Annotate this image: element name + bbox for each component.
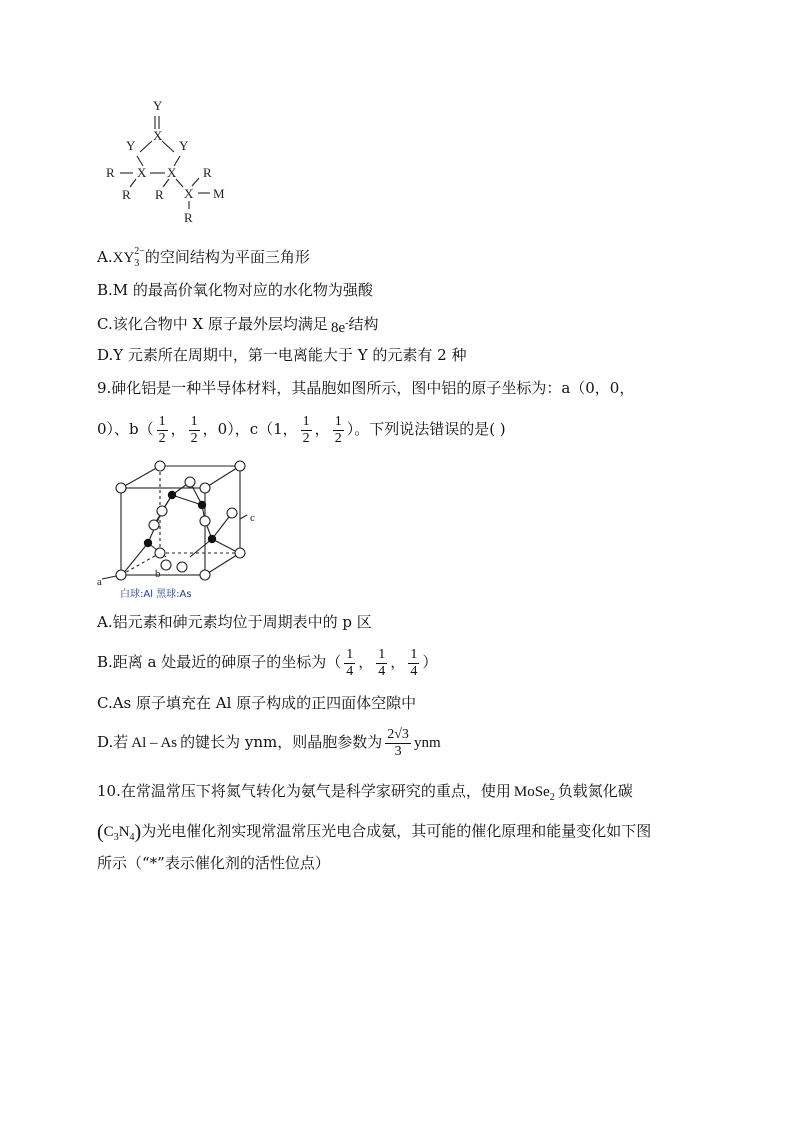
q10-line2: $(C_3N_4)$为光电催化剂实现常温常压光电合成氨，其可能的催化原理和能量变化如下图 <box>97 821 652 843</box>
bond-xmid-r <box>163 179 169 187</box>
al-atom <box>116 483 126 493</box>
al-atom-a <box>116 570 126 580</box>
q10-line1: 10.在常温常压下将氮气转化为氨气是科学家研究的重点，使用 MoSe$_2$ 负载氮化碳 <box>97 782 633 803</box>
al-atom <box>155 548 165 558</box>
as-atom <box>198 501 206 509</box>
al-atom <box>200 516 210 526</box>
atom-y-right: Y <box>179 138 189 153</box>
crystal-unit-cell-diagram <box>92 455 267 605</box>
molecule-structure-diagram <box>100 96 240 231</box>
fraction-one-quarter: $\frac{1}{4}$ <box>410 646 418 679</box>
al-atom <box>235 548 245 558</box>
q9-option-a: A.铝元素和砷元素均位于周期表中的 p 区 <box>97 613 372 631</box>
atom-x-top: X <box>153 128 163 143</box>
al-atom <box>155 461 165 471</box>
q9-option-c: C.As 原子填充在 Al 原子构成的正四面体空隙中 <box>97 694 417 712</box>
formula-c3n4: $C_3N_4$ <box>103 824 135 843</box>
q10-line3: 所示（“*”表示催化剂的活性位点） <box>97 854 330 872</box>
q9-option-d: D.若 Al – As 的键长为 ynm，则晶胞参数为 $\frac{2√3}{3}$ ynm <box>97 726 441 759</box>
label-a: a <box>97 576 102 588</box>
al-atom <box>200 570 210 580</box>
bond-xleft-r <box>130 179 136 187</box>
al-atom <box>200 483 210 493</box>
al-atom <box>235 461 245 471</box>
bond-xtop-yright <box>162 141 174 152</box>
fraction-one-quarter: $\frac{1}{4}$ <box>346 646 354 679</box>
atom-r-left: R <box>106 165 115 180</box>
atom-x-mid: X <box>167 165 177 180</box>
fraction-two-root-three-over-three: $\frac{2√3}{3}$ <box>387 726 409 759</box>
atom-r-topright: R <box>203 165 212 180</box>
q9-stem-line2: 0）、b（ $\frac{1}{2}$ ， $\frac{1}{2}$ ，0），c（1， $\frac{1}{2}$ ， $\frac{1}{2}$ ）。下列说法错误的是( ) <box>97 413 506 446</box>
al-atom <box>157 506 167 516</box>
formula-8e: 8e- <box>330 318 349 336</box>
atom-m: M <box>213 186 225 201</box>
al-atom <box>149 520 159 530</box>
al-atom <box>177 562 187 572</box>
fraction-one-half: $\frac{1}{2}$ <box>334 413 342 446</box>
q8-option-b: B.M 的最高价氧化物对应的水化物为强酸 <box>97 281 373 299</box>
bond-al-as: Al – As <box>131 735 178 751</box>
fraction-one-half: $\frac{1}{2}$ <box>302 413 310 446</box>
q8-option-c: C.该化合物中 X 原子最外层均满足 8e-结构 <box>97 315 379 336</box>
al-atom-b <box>161 560 171 570</box>
atom-x-right: X <box>184 186 194 201</box>
atom-y-top: Y <box>153 98 163 113</box>
al-atom <box>185 477 195 487</box>
figure-legend: 白球:Al 黑球:As <box>120 589 192 600</box>
formula-mose2: MoSe$_2$ <box>513 784 555 803</box>
label-c: c <box>250 512 255 524</box>
fraction-one-half: $\frac{1}{2}$ <box>158 413 166 446</box>
al-atom-c <box>227 508 237 518</box>
atom-y-left: Y <box>126 138 136 153</box>
formula-xy3: $XY_3^{2-}$ <box>112 246 145 269</box>
atom-x-left: X <box>137 165 147 180</box>
bond-xright-rtr <box>192 178 199 186</box>
atom-r-bottommid: R <box>155 187 164 202</box>
q8-option-d: D.Y 元素所在周期中，第一电离能大于 Y 的元素有 2 种 <box>97 346 467 364</box>
q9-stem-line1: 9.砷化铝是一种半导体材料，其晶胞如图所示，图中铝的原子坐标为：a（0，0， <box>97 379 635 397</box>
fraction-one-half: $\frac{1}{2}$ <box>190 413 198 446</box>
as-atom <box>208 535 216 543</box>
atom-r-bottom: R <box>184 210 193 225</box>
bond-xtop-yleft <box>140 141 152 152</box>
as-atom <box>168 491 176 499</box>
label-b: b <box>155 568 161 580</box>
as-atom <box>144 539 152 547</box>
fraction-one-quarter: $\frac{1}{4}$ <box>378 646 386 679</box>
q9-option-b: B.距离 a 处最近的砷原子的坐标为（ $\frac{1}{4}$ ， $\frac{1}{4}$ ， $\frac{1}{4}$ ） <box>97 646 438 679</box>
atom-r-bottomleft: R <box>122 187 131 202</box>
bond-xmid-xright <box>176 179 183 187</box>
q8-option-a: $A.XY_3^{2-}$的空间结构为平面三角形 <box>97 246 310 269</box>
